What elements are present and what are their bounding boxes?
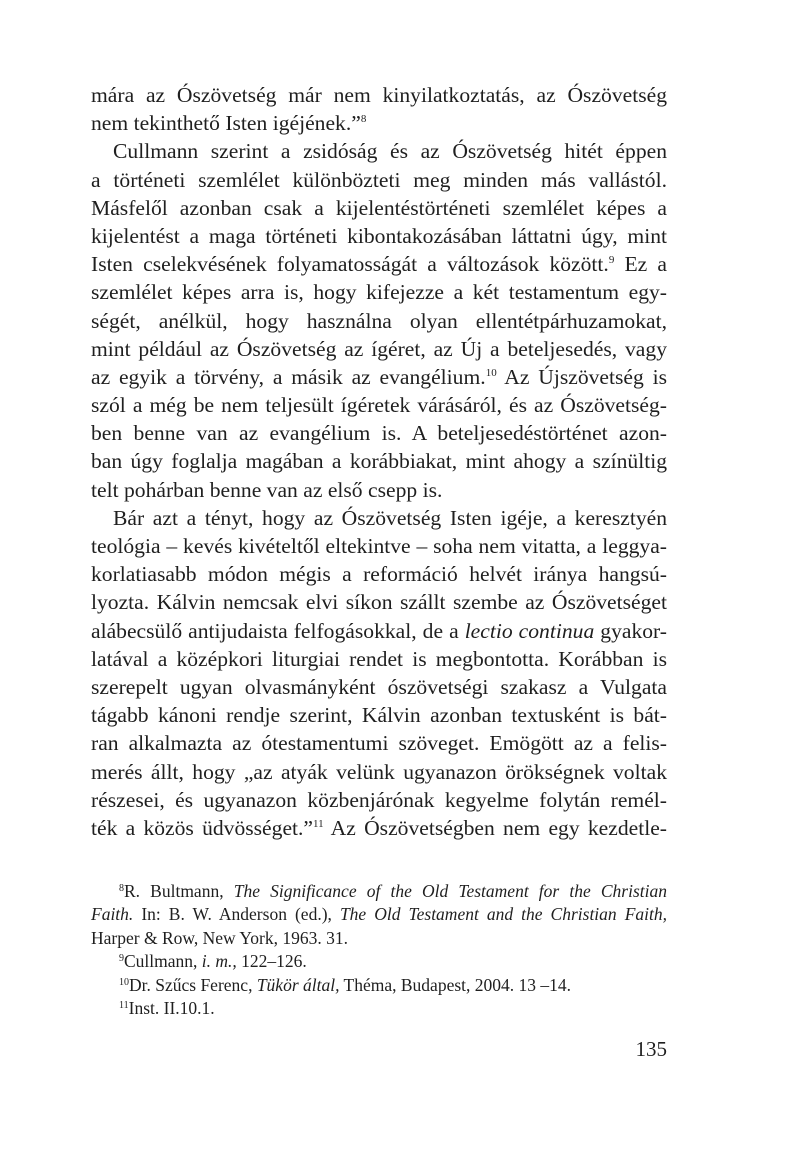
footnote-text: In: B. W. Anderson (ed.), — [133, 904, 340, 925]
text-line: ben benne van az evangélium is. A beteljesedéstörténet azon- — [91, 421, 667, 446]
footnote-author: R. Bultmann, — [124, 881, 234, 901]
footnote-8 — [91, 880, 667, 903]
footnote-author: Cullmann, — [124, 951, 202, 972]
footnote-title: Tükör által, — [256, 974, 340, 995]
footnote-ref[interactable]: 8 — [360, 113, 367, 126]
text-line — [91, 363, 667, 391]
footnote-10 — [91, 974, 667, 997]
text-line: korlatiasabb módon mégis a reformáció helvét iránya hangsú- — [91, 562, 667, 587]
text-line — [91, 814, 667, 842]
text-span: Isten cselekvésének folyamatosságát a változások között. — [91, 252, 609, 277]
text-line: lyozta. Kálvin nemcsak elvi síkon szállt szembe az Ószövetséget — [91, 590, 667, 615]
text-line: telt pohárban benne van az első csepp is. — [91, 477, 443, 502]
footnote-number: 10 — [119, 976, 129, 988]
footnote-11 — [91, 997, 667, 1020]
footnotes — [91, 880, 667, 1020]
footnote-title: Faith. — [91, 904, 134, 925]
main-text — [91, 81, 667, 842]
text-span: Az Újszövetség is — [496, 364, 667, 389]
text-span: Az Ószövetségben nem egy kezdetle- — [323, 815, 667, 840]
text-line: merés állt, hogy „az atyák velünk ugyanazon örökségnek voltak — [91, 759, 667, 784]
footnote-number: 9 — [119, 953, 124, 965]
text-line: Másfelől azonban csak a kijelentéstörténeti szemlélet képes a — [91, 195, 667, 220]
footnote-8-cont: Harper & Row, New York, 1963. 31. — [91, 927, 348, 948]
footnote-text: Théma, Budapest, 2004. 13 –14. — [339, 974, 572, 995]
page-number: 135 — [635, 1037, 667, 1061]
text-span: ték a közös üdvösséget.” — [91, 815, 314, 840]
text-line: szemlélet képes arra is, hogy kifejezze a két testamentum egy- — [91, 280, 667, 305]
italic-term: lectio continua — [464, 618, 595, 643]
text-line: mára az Ószövetség már nem kinyilatkoztatás, az Ószövetség — [91, 83, 667, 107]
footnote-8-cont — [91, 903, 667, 926]
text-line: ran alkalmazta az ótestamentumi szöveget. Emögött az a felis- — [91, 731, 667, 756]
footnote-text: Inst. II.10.1. — [128, 997, 215, 1018]
text-span: Ez a — [614, 252, 667, 277]
text-line: szerepelt ugyan olvasmányként ószövetségi szakasz a Vulgata — [91, 674, 667, 699]
text-span: alábecsülő antijudaista felfogásokkal, de a — [91, 618, 465, 643]
text-line: mint például az Ószövetség az ígéret, az Új a beteljesedés, vagy — [91, 336, 667, 361]
text-line: a történeti szemlélet különbözteti meg minden más vallástól. — [91, 167, 667, 192]
text-span: az egyik a törvény, a másik az evangélium. — [91, 364, 486, 389]
text-line: ségét, anélkül, hogy használna olyan ellentétpárhuzamokat, — [91, 308, 667, 333]
footnote-ref[interactable]: 11 — [313, 817, 324, 830]
footnote-number: 8 — [119, 883, 124, 894]
text-line: Bár azt a tényt, hogy az Ószövetség Isten igéje, a keresztyén — [113, 505, 667, 530]
footnote-ref[interactable]: 9 — [608, 254, 615, 267]
text-line: szól a még be nem teljesült ígéretek várásáról, és az Ószövetség- — [91, 393, 667, 418]
footnote-author: Dr. Szűcs Ferenc, — [129, 974, 257, 995]
text-line — [91, 250, 667, 278]
text-line: latával a középkori liturgiai rendet is megbontotta. Korábban is — [91, 646, 667, 671]
text-line: tágabb kánoni rendje szerint, Kálvin azonban textusként is bát- — [91, 703, 667, 728]
text-line: teológia – kevés kivételtől eltekintve – soha nem vitatta, a leggya- — [91, 534, 667, 558]
text-line — [91, 109, 667, 137]
footnote-9 — [91, 950, 667, 973]
text-line: kijelentést a maga történeti kibontakozásában láttatni úgy, mint — [91, 223, 667, 248]
text-line: ban úgy foglalja magában a korábbiakat, mint ahogy a színültig — [91, 449, 667, 474]
footnote-pages: 122–126. — [236, 951, 307, 972]
text-span: nem tekinthető Isten igéjének.” — [91, 111, 361, 136]
footnote-title: The Significance of the Old Testament for the Christian — [233, 881, 667, 901]
text-line: Cullmann szerint a zsidóság és az Ószövetség hitét éppen — [113, 139, 667, 164]
footnote-title: The Old Testament and the Christian Faith, — [339, 904, 667, 925]
footnote-ref[interactable]: 10 — [485, 366, 497, 379]
text-span: gyakor- — [594, 618, 667, 643]
text-line — [91, 617, 667, 645]
text-line: részesei, és ugyanazon közbenjárónak kegyelme folytán remél- — [91, 787, 667, 812]
footnote-ref-abbr: i. m., — [201, 951, 237, 972]
footnote-number: 11 — [119, 999, 129, 1011]
